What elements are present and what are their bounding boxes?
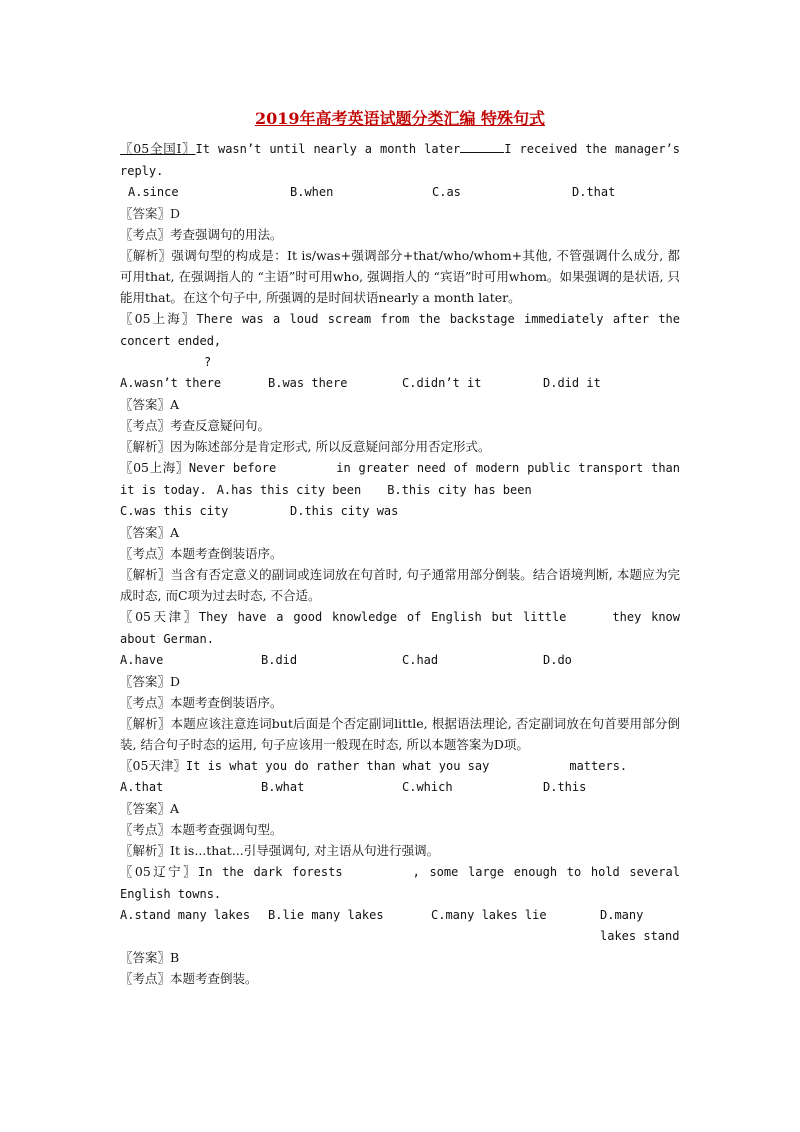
option-c: C.which xyxy=(402,780,453,794)
question-stem: In the dark forests xyxy=(198,865,343,879)
option-a: A.has this city been xyxy=(216,483,362,497)
option-c: C.was this city xyxy=(120,504,229,518)
options-row xyxy=(120,182,680,203)
question-tag: 〖05上海〗 xyxy=(120,460,189,475)
option-d: D.this xyxy=(543,780,587,794)
point-line: 〖考点〗本题考查倒装。 xyxy=(120,971,258,986)
question-tag: 〖05天津〗 xyxy=(120,609,199,624)
option-d: D.many lakes stand xyxy=(600,908,680,943)
question-stem: It is what you do rather than what you say xyxy=(185,759,490,773)
options-row xyxy=(120,905,680,947)
question-stem: in greater need of modern public transport than it is today. xyxy=(120,461,681,497)
question-6 xyxy=(120,861,680,905)
analysis-line: 〖解析〗本题应该注意连词but后面是个否定副词little, 根据语法理论, 否定副词放在句首要用部分倒装, 结合句子时态的运用, 句子应该用一般现在时态, 所以本题答案为D项。 xyxy=(120,716,680,752)
option-a: A.that xyxy=(120,780,164,794)
question-stem: , some large enough to hold several English towns. xyxy=(120,865,680,901)
question-tag: 〖05全国Ⅰ〗 xyxy=(120,141,196,156)
answer-line: 〖答案〗D xyxy=(120,206,181,221)
question-2 xyxy=(120,308,680,352)
answer-line: 〖答案〗A xyxy=(120,397,180,412)
option-d: D.this city was xyxy=(290,504,399,518)
options-row xyxy=(120,650,680,671)
answer-line: 〖答案〗B xyxy=(120,950,180,965)
question-stem: they know about German. xyxy=(120,610,681,646)
point-line: 〖考点〗本题考查倒装语序。 xyxy=(120,695,283,710)
answer-line: 〖答案〗A xyxy=(120,801,180,816)
question-stem: Never before xyxy=(188,461,277,475)
question-tag: 〖05上海〗 xyxy=(120,311,197,326)
option-a: A.stand many lakes xyxy=(120,908,251,922)
option-d: D.did it xyxy=(543,376,601,390)
question-stem: matters. xyxy=(569,759,628,773)
question-stem: They have a good knowledge of English but little xyxy=(198,610,567,624)
question-stem: It wasn’t until nearly a month later xyxy=(195,142,461,156)
document-body xyxy=(120,138,680,989)
options-row xyxy=(120,501,680,522)
option-a: A.since xyxy=(128,185,179,199)
point-line: 〖考点〗考查强调句的用法。 xyxy=(120,227,283,242)
option-a: A.wasn’t there xyxy=(120,376,222,390)
option-a: A.have xyxy=(120,653,164,667)
option-b: B.did xyxy=(261,653,298,667)
answer-blank xyxy=(460,139,504,153)
point-line: 〖考点〗考查反意疑问句。 xyxy=(120,418,271,433)
analysis-line: 〖解析〗强调句型的构成是：It is/was+强调部分+that/who/whom+其他, 不管强调什么成分, 都可用that, 在强调指人的 “主语”时可用who, 强调指人的 “宾语”时可用whom。如果强调的是状语, 只能用that。在这个句子中, 所强调的是时间状语nearly a month later。 xyxy=(120,248,680,305)
analysis-line: 〖解析〗It is...that...引导强调句, 对主语从句进行强调。 xyxy=(120,843,440,858)
question-stem: There was a loud scream from the backstage immediately after the concert ended, xyxy=(120,312,681,348)
option-d: D.do xyxy=(543,653,572,667)
answer-line: 〖答案〗A xyxy=(120,525,180,540)
option-b: B.this city has been xyxy=(387,483,532,497)
question-3 xyxy=(120,457,680,501)
analysis-line: 〖解析〗因为陈述部分是肯定形式, 所以反意疑问部分用否定形式。 xyxy=(120,439,491,454)
question-5 xyxy=(120,755,680,777)
question-stem: I received the manager’s reply. xyxy=(120,142,681,178)
answer-line: 〖答案〗D xyxy=(120,674,181,689)
analysis-line: 〖解析〗当含有否定意义的副词或连词放在句首时, 句子通常用部分倒装。结合语境判断, 本题应为完成时态, 而C项为过去时态, 不合适。 xyxy=(120,567,680,603)
option-b: B.lie many lakes xyxy=(268,908,384,922)
option-b: B.was there xyxy=(268,376,348,390)
option-b: B.when xyxy=(290,185,334,199)
option-d: D.that xyxy=(572,185,616,199)
options-row xyxy=(120,777,680,798)
option-c: C.had xyxy=(402,653,439,667)
question-4 xyxy=(120,606,680,650)
question-tag: 〖05天津〗 xyxy=(120,758,186,773)
question-1 xyxy=(120,138,680,182)
page-title: 2019年高考英语试题分类汇编 特殊句式 xyxy=(254,109,546,128)
question-tag: 〖05辽宁〗 xyxy=(120,864,199,879)
question-mark: ? xyxy=(204,355,212,369)
options-row xyxy=(120,373,680,394)
point-line: 〖考点〗本题考查强调句型。 xyxy=(120,822,283,837)
option-c: C.as xyxy=(432,185,461,199)
point-line: 〖考点〗本题考查倒装语序。 xyxy=(120,546,283,561)
option-c: C.didn’t it xyxy=(402,376,482,390)
option-b: B.what xyxy=(261,780,305,794)
option-c: C.many lakes lie xyxy=(431,908,547,922)
